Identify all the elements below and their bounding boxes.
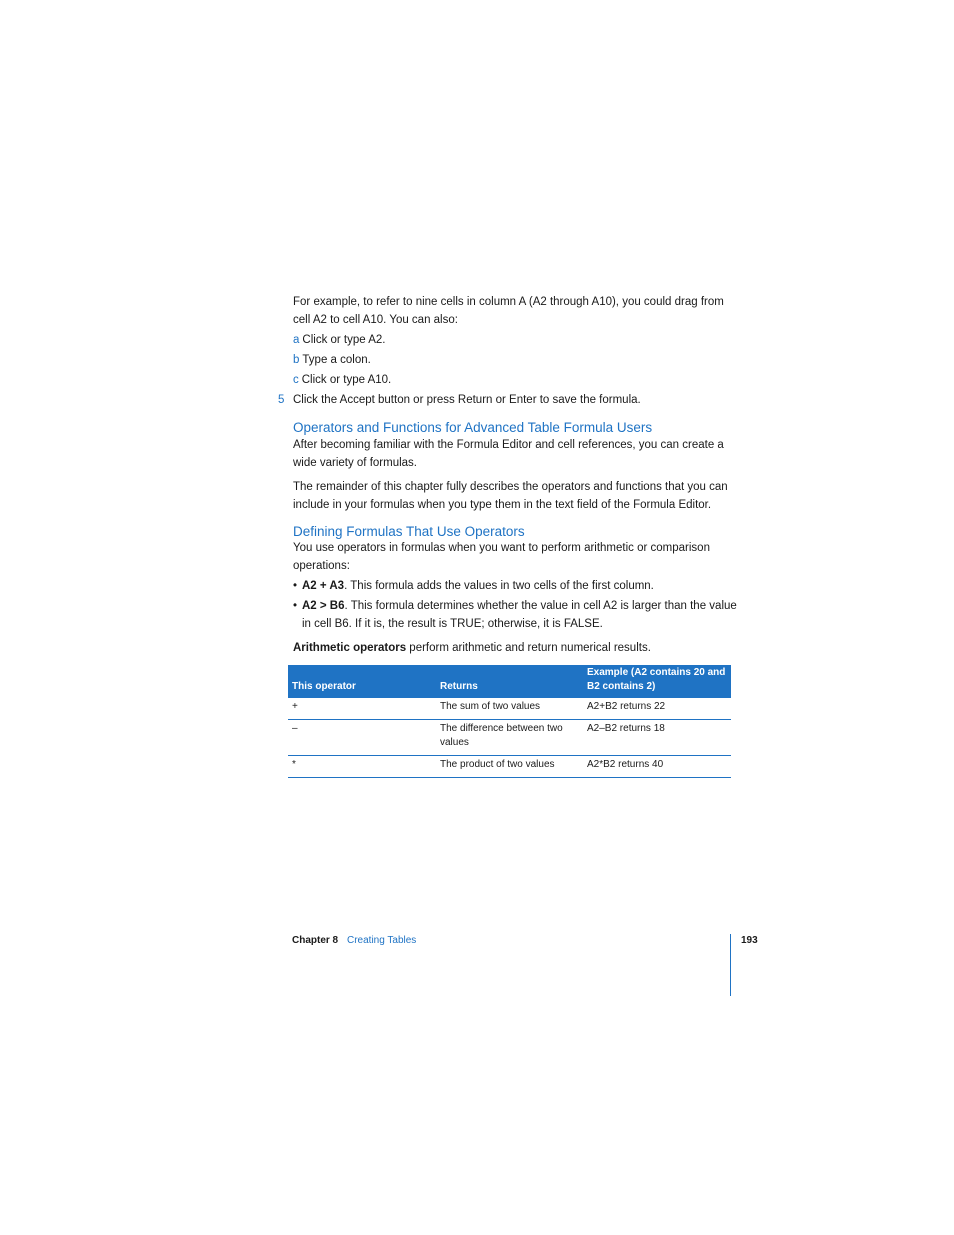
table-cell: The product of two values [436, 756, 583, 778]
bullet-icon: • [293, 580, 298, 592]
bullet-icon: • [293, 600, 298, 612]
substep-c [293, 372, 391, 389]
substep-b [293, 352, 371, 369]
bullet-bold: A2 + A3 [302, 580, 345, 592]
substep-text: Type a colon. [302, 354, 371, 366]
table-cell: A2+B2 returns 22 [583, 698, 731, 720]
section-heading-operators-functions: Operators and Functions for Advanced Table Formula Users [293, 420, 653, 435]
table-cell: A2–B2 returns 18 [583, 720, 731, 756]
substep-letter: b [293, 354, 300, 366]
bullet-item [293, 598, 742, 633]
bullet-item [293, 578, 742, 596]
bullet-bold: A2 > B6 [302, 600, 345, 612]
table-row [288, 756, 731, 778]
intro-paragraph: For example, to refer to nine cells in column A (A2 through A10), you could drag from cell A2 to cell A10. You can also: [293, 296, 724, 326]
page-number: 193 [741, 935, 758, 946]
bullet-text: . This formula adds the values in two cells of the first column. [344, 580, 654, 592]
substep-text: Click or type A2. [302, 334, 386, 346]
section2-paragraph-1: You use operators in formulas when you want to perform arithmetic or comparison operations: [293, 542, 710, 572]
bullet-text: . This formula determines whether the value in cell A2 is larger than the value in cell B6. If it is, the result is TRUE; otherwise, it is FALSE. [302, 600, 737, 630]
footer-chapter: Chapter 8 [292, 935, 339, 946]
table-header-row [288, 665, 731, 698]
table-header-cell: Returns [436, 665, 583, 698]
table-cell: * [288, 756, 436, 778]
table-header-cell: Example (A2 contains 20 and B2 contains 2) [583, 665, 731, 698]
section2-paragraph-2 [293, 640, 733, 658]
section1-paragraph-1: After becoming familiar with the Formula Editor and cell references, you can create a wide variety of formulas. [293, 439, 724, 469]
table-row [288, 698, 731, 720]
substep-letter: c [293, 374, 299, 386]
table-cell: The difference between two values [436, 720, 583, 756]
section1-paragraph-2: The remainder of this chapter fully describes the operators and functions that you can include in your formulas when you type them in the text field of the Formula Editor. [293, 481, 728, 511]
step-number: 5 [278, 394, 285, 406]
table-cell: + [288, 698, 436, 720]
substep-letter: a [293, 334, 300, 346]
substep-a [293, 332, 386, 349]
table-header-cell: This operator [288, 665, 436, 698]
step-5-text: Click the Accept button or press Return or Enter to save the formula. [293, 394, 641, 406]
table-cell: The sum of two values [436, 698, 583, 720]
table-row [288, 720, 731, 756]
table-cell: – [288, 720, 436, 756]
section-heading-defining-formulas: Defining Formulas That Use Operators [293, 524, 525, 539]
operators-table [288, 665, 731, 778]
footer-chapter-title: Creating Tables [347, 935, 417, 946]
arithmetic-operators-desc: perform arithmetic and return numerical results. [406, 642, 651, 654]
arithmetic-operators-term: Arithmetic operators [293, 642, 407, 654]
table-cell: A2*B2 returns 40 [583, 756, 731, 778]
footer-divider [730, 934, 731, 996]
substep-text: Click or type A10. [301, 374, 392, 386]
